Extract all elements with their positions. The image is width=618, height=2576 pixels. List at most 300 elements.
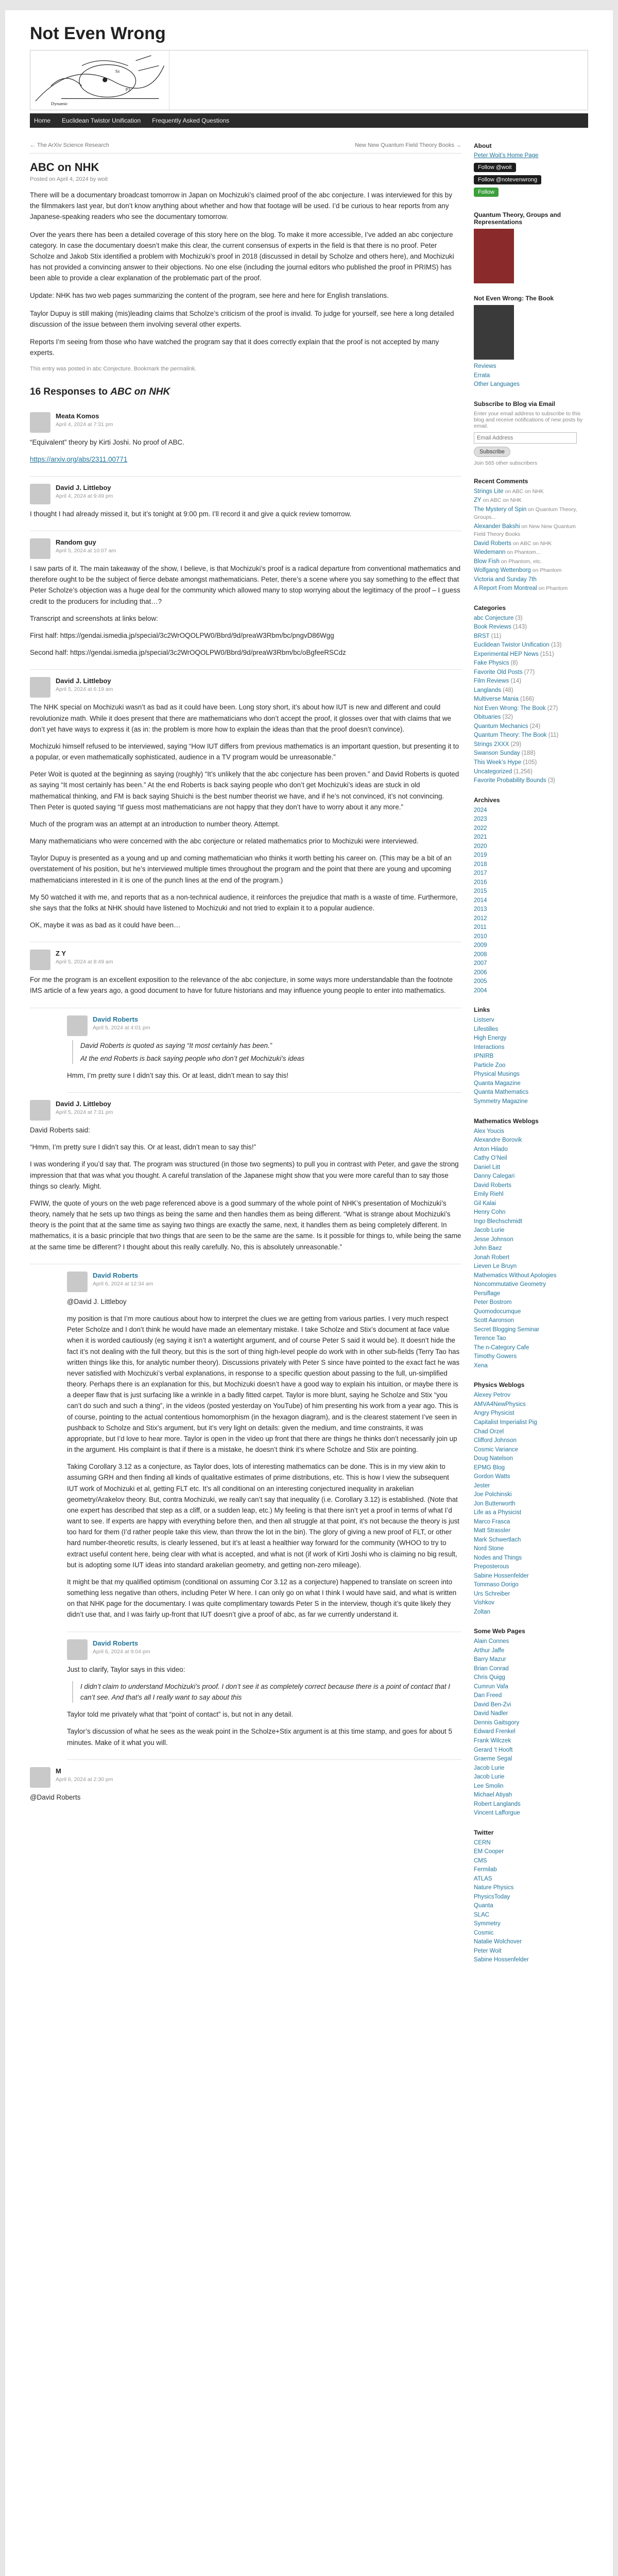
math-weblog-item: [474, 1335, 588, 1343]
link-item-link[interactable]: Symmetry Magazine: [474, 1098, 528, 1105]
math-weblog-item: [474, 1281, 588, 1289]
physics-weblogs-list: [474, 1392, 588, 1616]
web-page-item: [474, 1728, 588, 1736]
sidebar-title: Mathematics Weblogs: [474, 1117, 539, 1125]
link-item-link[interactable]: Lifestilles: [474, 1026, 499, 1032]
math-weblog-item-link[interactable]: Persiflage: [474, 1290, 501, 1297]
archive-year-link[interactable]: 2012: [474, 915, 487, 922]
post-body: [30, 190, 461, 374]
math-weblog-item-link[interactable]: David Roberts: [474, 1182, 511, 1189]
web-page-item-link[interactable]: Frank Wilczek: [474, 1738, 511, 1744]
recent-comment-author-link[interactable]: Wiedemann: [474, 549, 506, 556]
comment-date[interactable]: April 4, 2024 at 9:49 pm: [56, 493, 113, 499]
comment-date[interactable]: April 5, 2024 at 8:49 am: [56, 959, 113, 965]
physics-weblog-item: [474, 1563, 588, 1571]
physics-weblog-item-link[interactable]: Gordon Watts: [474, 1473, 510, 1480]
physics-weblog-item-link[interactable]: Preposterous: [474, 1564, 509, 1570]
web-page-item-link[interactable]: Gerard ’t Hooft: [474, 1747, 513, 1753]
web-page-item-link[interactable]: Dan Freed: [474, 1692, 502, 1699]
comment-paragraph: Many mathematicians who were concerned with the abc conjecture or related mathematics prior to Mochizuki were interviewed.: [30, 837, 419, 845]
archive-item: [474, 969, 588, 977]
comment-paragraph: Taylor Dupuy is presented as a young and up and coming mathematician who thinks it worth betting his career on. (This may be a bit of an overstatement of his position, but he’s interviewed multiple times throughout the program and the point that there are young and upcoming mathematicians interested in it is one of the punch lines at the end of the program.): [30, 854, 452, 884]
category-link[interactable]: Book Reviews: [474, 624, 511, 631]
math-weblog-item-link[interactable]: Henry Cohn: [474, 1209, 506, 1216]
math-weblog-item: [474, 1254, 588, 1262]
web-page-item-link[interactable]: Cumrun Vafa: [474, 1683, 508, 1690]
category-count: (188): [520, 750, 536, 757]
previous-post-link[interactable]: ← The ArXiv Science Research: [30, 142, 109, 148]
archive-year-link[interactable]: 2013: [474, 906, 487, 913]
physics-weblog-item-link[interactable]: Clifford Johnson: [474, 1437, 517, 1444]
category-link[interactable]: Uncategorized: [474, 768, 512, 775]
physics-weblog-item-link[interactable]: Marco Frasca: [474, 1518, 510, 1525]
category-item: [474, 696, 588, 704]
math-weblog-item-link[interactable]: Emily Riehl: [474, 1191, 504, 1198]
recent-comment-item: [474, 567, 588, 575]
recent-comment-author-link[interactable]: The Mystery of Spin: [474, 506, 527, 513]
book-cover-image[interactable]: [474, 305, 514, 360]
main-navbar: [30, 113, 588, 128]
book-title[interactable]: Quantum Theory, Groups and Representations: [474, 211, 561, 226]
recent-comment-author-link[interactable]: ZY: [474, 497, 482, 504]
recent-comment-item: [474, 558, 588, 566]
web-page-item-link[interactable]: Dennis Gaitsgory: [474, 1719, 520, 1726]
math-weblog-item-link[interactable]: Jonah Robert: [474, 1254, 510, 1261]
twitter-item-link[interactable]: EM Cooper: [474, 1849, 504, 1855]
math-weblog-item: [474, 1146, 588, 1154]
site-title[interactable]: Not Even Wrong: [30, 24, 166, 43]
web-page-item-link[interactable]: Edward Frenkel: [474, 1728, 516, 1735]
twitter-item-link[interactable]: Fermilab: [474, 1867, 497, 1873]
archive-year-link[interactable]: 2018: [474, 861, 487, 868]
links-list: [474, 1016, 588, 1106]
archive-year-link[interactable]: 2010: [474, 933, 487, 940]
category-link[interactable]: This Week’s Hype: [474, 759, 522, 766]
web-page-item: [474, 1773, 588, 1782]
math-weblog-item: [474, 1272, 588, 1280]
category-count: (3): [546, 777, 555, 784]
comment-date[interactable]: April 5, 2024 at 6:19 am: [56, 686, 113, 693]
nav-euclidean-twistor[interactable]: Euclidean Twistor Unification: [62, 117, 141, 124]
quote-line: David Roberts is quoted as saying “It most certainly has been.”: [80, 1041, 272, 1049]
svg-text:Dynamic: Dynamic: [50, 101, 68, 107]
category-link[interactable]: Favorite Probability Bounds: [474, 777, 546, 784]
category-link[interactable]: Quantum Mechanics: [474, 723, 528, 730]
post-paragraph: Reports I’m seeing from those who have watched the program say that it does correctly explain that the proof is not accepted by many experts.: [30, 337, 439, 357]
next-post-link[interactable]: New New Quantum Field Theory Books →: [354, 142, 461, 148]
follow-woit-button[interactable]: Follow @woit: [474, 163, 516, 172]
email-field[interactable]: [474, 432, 577, 444]
recent-comment-author-link[interactable]: Strings Lite: [474, 488, 504, 495]
physics-weblog-item-link[interactable]: Sabine Hossenfelder: [474, 1572, 529, 1579]
comment-link[interactable]: https://arxiv.org/abs/2311.00771: [30, 455, 128, 463]
physics-weblog-item-link[interactable]: Capitalist Imperialist Pig: [474, 1419, 537, 1426]
book-cover-image[interactable]: [474, 229, 514, 283]
twitter-item-link[interactable]: Nature Physics: [474, 1885, 514, 1891]
archive-item: [474, 906, 588, 914]
book-reviews-link[interactable]: Reviews: [474, 363, 496, 369]
avatar: [30, 538, 50, 559]
category-link[interactable]: Experimental HEP News: [474, 651, 539, 657]
archive-year-link[interactable]: 2015: [474, 888, 487, 895]
math-weblog-item: [474, 1344, 588, 1352]
math-weblog-item-link[interactable]: John Baez: [474, 1245, 502, 1252]
quote-line: I didn’t claim to understand Mochizuki’s proof. I don’t see it as completely correct because there is a point of contact that I can’t see. And that’s all I really want to say about this: [80, 1682, 451, 1701]
physics-weblog-item-link[interactable]: Mark Schwertlach: [474, 1536, 521, 1543]
physics-weblog-item: [474, 1491, 588, 1499]
follow-button[interactable]: Follow: [474, 188, 499, 197]
archive-year-link[interactable]: 2007: [474, 960, 487, 967]
sidebar-physics-weblogs: [474, 1381, 588, 1616]
link-item-link[interactable]: Physical Musings: [474, 1071, 520, 1078]
physics-weblog-item: [474, 1464, 588, 1472]
archive-year-link[interactable]: 2022: [474, 825, 487, 832]
twitter-item-link[interactable]: Natalie Wolchover: [474, 1939, 522, 1945]
math-weblog-item-link[interactable]: Xena: [474, 1362, 488, 1369]
physics-weblog-item: [474, 1527, 588, 1535]
comment-link[interactable]: Second half: https://gendai.ismedia.jp/special/3c2WrOQOLPW0/Bbrd/9d/preaW3Rbm/bc/oBgfeeRSCdz: [30, 649, 346, 657]
twitter-item-link[interactable]: Quanta: [474, 1903, 493, 1909]
math-weblog-item: [474, 1317, 588, 1325]
twitter-item: [474, 1956, 588, 1964]
link-item-link[interactable]: Particle Zoo: [474, 1062, 506, 1069]
subscriber-count: Join 565 other subscribers: [474, 460, 538, 466]
web-page-item: [474, 1656, 588, 1664]
physics-weblog-item: [474, 1446, 588, 1454]
nav-home[interactable]: Home: [34, 117, 51, 124]
category-item: [474, 651, 588, 659]
math-weblog-item: [474, 1308, 588, 1316]
archive-year-link[interactable]: 2021: [474, 834, 487, 841]
link-item: [474, 1089, 588, 1097]
comment-author[interactable]: David Roberts: [93, 1639, 139, 1647]
math-weblog-item: [474, 1155, 588, 1163]
archive-item: [474, 888, 588, 896]
math-weblog-item-link[interactable]: Anton Hilado: [474, 1146, 508, 1153]
recent-comment-author-link[interactable]: Wolfgang Wettenborg: [474, 567, 531, 574]
comment-paragraph: I thought I had already missed it, but it’s tonight at 9:00 pm. I’ll record it and give a quick review tomorrow.: [30, 510, 352, 518]
math-weblog-item-link[interactable]: Jacob Lurie: [474, 1227, 505, 1234]
twitter-item: [474, 1866, 588, 1874]
physics-weblog-item: [474, 1392, 588, 1400]
math-weblog-item: [474, 1128, 588, 1136]
twitter-item-link[interactable]: Symmetry: [474, 1921, 501, 1927]
archive-year-link[interactable]: 2011: [474, 924, 487, 931]
physics-weblog-item-link[interactable]: Cosmic Variance: [474, 1446, 519, 1453]
math-weblog-item: [474, 1326, 588, 1334]
archive-year-link[interactable]: 2004: [474, 987, 487, 994]
physics-weblog-item-link[interactable]: Urs Schreiber: [474, 1590, 510, 1597]
web-page-item: [474, 1701, 588, 1709]
archive-year-link[interactable]: 2005: [474, 978, 487, 985]
web-page-item-link[interactable]: Chris Quigg: [474, 1674, 505, 1681]
sidebar-title: Physics Weblogs: [474, 1381, 525, 1389]
comment-paragraph: I saw parts of it. The main takeaway of the show, I believe, is that Mochizuki’s proof is a radical departure from conventional mathematics and therefore ought to be the subject of fierce debate amongst mathematicians. Peter, there’s a scene where you say something to the effect that Peter Scholze’s objection was a huge deal for the community which allowed many to stop worrying about the legitimacy of the proof – I guess credit to the producers for including that…?: [30, 565, 461, 605]
twitter-item-link[interactable]: Sabine Hossenfelder: [474, 1957, 529, 1963]
avatar: [30, 1100, 50, 1121]
category-link[interactable]: Swanson Sunday: [474, 750, 520, 757]
category-link[interactable]: Langlands: [474, 687, 502, 693]
sidebar-book2: [474, 295, 588, 389]
recent-comment-author-link[interactable]: Alexander Bakshi: [474, 523, 520, 530]
link-item-link[interactable]: High Energy: [474, 1035, 507, 1042]
twitter-list: [474, 1839, 588, 1964]
sidebar-title: Archives: [474, 796, 500, 804]
twitter-item-link[interactable]: PhysicsToday: [474, 1893, 510, 1900]
math-weblog-item-link[interactable]: Mathematics Without Apologies: [474, 1272, 557, 1279]
math-weblog-item-link[interactable]: Scott Aaronson: [474, 1317, 514, 1324]
book-languages-link[interactable]: Other Languages: [474, 381, 520, 388]
post-paragraph: Over the years there has been a detailed coverage of this story here on the blog. To make it more accessible, I’ve added an abc conjecture category. In case the documentary doesn’t make this clear, the current consensus of experts in the field is that there is no proof. Peter Scholze and Jakob Stix identified a problem with Mochizuki’s proof in 2018 (discussed in detail by Scholze and others here), and Mochizuki has not provided a convincing answer to their objections. No one else (including the journal editors who published the proof in PRIMS) has been able to provide a clear explanation of the problematic part of the proof.: [30, 230, 454, 282]
physics-weblog-item-link[interactable]: Life as a Physicist: [474, 1510, 522, 1516]
comment-reply: [67, 1632, 461, 1760]
sidebar-title: Some Web Pages: [474, 1628, 525, 1635]
web-page-item-link[interactable]: David Ben-Zvi: [474, 1701, 511, 1708]
recent-comment-author-link[interactable]: Victoria and Sunday 7th: [474, 576, 537, 583]
archive-year-link[interactable]: 2006: [474, 969, 487, 976]
category-link[interactable]: Quantum Theory: The Book: [474, 732, 547, 739]
main-content: [30, 142, 461, 1976]
avatar: [67, 1272, 88, 1292]
comment-paragraph: Transcript and screenshots at links below:: [30, 614, 158, 622]
math-weblog-item-link[interactable]: Gil Kalai: [474, 1200, 496, 1207]
category-link[interactable]: Fake Physics: [474, 660, 509, 667]
avatar: [30, 412, 50, 433]
math-weblog-item-link[interactable]: Daniel Litt: [474, 1164, 501, 1171]
web-page-item: [474, 1710, 588, 1718]
recent-comment-author-link[interactable]: David Roberts: [474, 540, 511, 547]
sidebar-title: About: [474, 142, 492, 149]
math-weblog-item-link[interactable]: Secret Blogging Seminar: [474, 1326, 540, 1333]
physics-weblog-item: [474, 1455, 588, 1463]
physics-weblog-item-link[interactable]: AMVA4NewPhysics: [474, 1401, 526, 1408]
category-link[interactable]: Not Even Wrong: The Book: [474, 705, 546, 711]
category-item: [474, 705, 588, 713]
sidebar-title: Categories: [474, 604, 506, 612]
math-weblog-item: [474, 1218, 588, 1226]
link-item: [474, 1016, 588, 1025]
avatar: [67, 1639, 88, 1660]
nav-faq[interactable]: Frequently Asked Questions: [152, 117, 230, 124]
archive-year-link[interactable]: 2008: [474, 951, 487, 958]
archive-item: [474, 924, 588, 932]
web-page-item: [474, 1809, 588, 1818]
math-weblog-item-link[interactable]: Danny Calegari: [474, 1173, 515, 1180]
category-link[interactable]: Strings 2XXX: [474, 741, 509, 748]
archive-item: [474, 870, 588, 878]
math-weblog-item-link[interactable]: Noncommutative Geometry: [474, 1281, 546, 1288]
archive-year-link[interactable]: 2017: [474, 870, 487, 877]
web-page-item-link[interactable]: Brian Conrad: [474, 1665, 509, 1672]
physics-weblog-item-link[interactable]: Jon Butterworth: [474, 1500, 516, 1507]
link-item-link[interactable]: Quanta Mathematics: [474, 1089, 529, 1096]
twitter-item: [474, 1902, 588, 1910]
math-weblog-item-link[interactable]: Timothy Gowers: [474, 1353, 517, 1360]
twitter-item-link[interactable]: Cosmic: [474, 1929, 494, 1936]
archive-year-link[interactable]: 2014: [474, 897, 487, 904]
web-page-item-link[interactable]: Graeme Segal: [474, 1756, 512, 1762]
book-title[interactable]: Not Even Wrong: The Book: [474, 295, 554, 302]
physics-weblog-item-link[interactable]: Jester: [474, 1482, 490, 1489]
twitter-item-link[interactable]: Peter Woit: [474, 1947, 502, 1954]
archive-item: [474, 807, 588, 815]
comment-author[interactable]: David Roberts: [93, 1271, 139, 1279]
physics-weblog-item-link[interactable]: Doug Natelson: [474, 1455, 513, 1462]
physics-weblog-item-link[interactable]: Angry Physicist: [474, 1410, 514, 1417]
comment-date[interactable]: April 6, 2024 at 2:30 pm: [56, 1776, 113, 1783]
recent-comment-post: on New New Quantum Field Theory Books: [474, 523, 576, 538]
category-count: (151): [538, 651, 554, 657]
category-item: [474, 741, 588, 749]
recent-comment-post: on Phantom: [537, 585, 568, 592]
math-weblog-item-link[interactable]: Terence Tao: [474, 1335, 506, 1342]
category-link[interactable]: Obituaries: [474, 714, 501, 721]
archive-item: [474, 843, 588, 851]
category-link[interactable]: Film Reviews: [474, 678, 509, 685]
category-count: (29): [509, 741, 522, 748]
physics-weblog-item-link[interactable]: EPMG Blog: [474, 1464, 505, 1471]
physics-weblog-item-link[interactable]: Vishkov: [474, 1600, 495, 1606]
twitter-item-link[interactable]: CMS: [474, 1857, 487, 1864]
category-count: (27): [545, 705, 558, 711]
comment: [30, 405, 461, 477]
web-page-item: [474, 1692, 588, 1700]
physics-weblog-item-link[interactable]: Chad Orzel: [474, 1428, 504, 1435]
web-page-item-link[interactable]: Jacob Lurie: [474, 1774, 505, 1781]
physics-weblog-item: [474, 1554, 588, 1563]
recent-comment-author-link[interactable]: A Report From Montreal: [474, 585, 537, 592]
math-weblog-item-link[interactable]: Quomodocumque: [474, 1308, 521, 1315]
physics-weblog-item-link[interactable]: Alexey Petrov: [474, 1392, 510, 1399]
recent-comment-author-link[interactable]: Blow Fish: [474, 558, 500, 565]
archive-item: [474, 942, 588, 950]
link-item-link[interactable]: Interactions: [474, 1044, 505, 1050]
comment-date[interactable]: April 5, 2024 at 7:31 pm: [56, 1109, 113, 1116]
math-weblog-item: [474, 1227, 588, 1235]
sidebar-archives: [474, 796, 588, 995]
category-item: [474, 615, 588, 623]
comment-date[interactable]: April 4, 2024 at 7:31 pm: [56, 421, 113, 428]
category-link[interactable]: BRST: [474, 633, 490, 639]
archive-year-link[interactable]: 2023: [474, 816, 487, 823]
book-errata-link[interactable]: Errata: [474, 372, 490, 379]
post-paragraph: Update: NHK has two web pages summarizing the content of the program, see here and here for English translations.: [30, 292, 389, 300]
comment-date[interactable]: April 6, 2024 at 9:04 pm: [93, 1648, 150, 1655]
web-page-item-link[interactable]: Alain Connes: [474, 1638, 509, 1645]
twitter-item: [474, 1857, 588, 1866]
math-weblog-item-link[interactable]: Ingo Blechschmidt: [474, 1218, 522, 1225]
category-item: [474, 777, 588, 785]
category-link[interactable]: Euclidean Twistor Unification: [474, 642, 550, 649]
web-page-item-link[interactable]: David Nadler: [474, 1710, 508, 1717]
web-page-item-link[interactable]: Robert Langlands: [474, 1801, 521, 1807]
category-count: (8): [509, 660, 518, 667]
archive-year-link[interactable]: 2024: [474, 807, 487, 814]
home-page-link[interactable]: Peter Woit’s Home Page: [474, 152, 539, 159]
physics-weblog-item: [474, 1608, 588, 1617]
comment-author: David J. Littleboy: [56, 677, 111, 685]
twitter-item-link[interactable]: CERN: [474, 1839, 491, 1846]
category-link[interactable]: Favorite Old Posts: [474, 669, 523, 675]
math-weblog-item-link[interactable]: Cathy O’Neil: [474, 1155, 507, 1162]
web-page-item-link[interactable]: Jacob Lurie: [474, 1765, 505, 1771]
link-item: [474, 1026, 588, 1034]
math-weblog-item-link[interactable]: Alexandre Borovik: [474, 1137, 522, 1144]
physics-weblog-item-link[interactable]: Joe Polchinski: [474, 1492, 512, 1498]
physics-weblog-item-link[interactable]: Nord Stone: [474, 1546, 504, 1552]
web-page-item: [474, 1783, 588, 1791]
category-count: (24): [528, 723, 541, 730]
physics-weblog-item-link[interactable]: Zoltan: [474, 1608, 490, 1615]
physics-weblog-item: [474, 1545, 588, 1553]
web-page-item: [474, 1719, 588, 1727]
follow-notevenwrong-button[interactable]: Follow @notevenwrong: [474, 175, 541, 184]
physics-weblog-item-link[interactable]: Tommaso Dorigo: [474, 1582, 519, 1588]
category-count: (105): [521, 759, 537, 766]
archive-item: [474, 915, 588, 923]
math-weblog-item-link[interactable]: The n-Category Cafe: [474, 1344, 529, 1351]
web-page-item-link[interactable]: Lee Smolin: [474, 1783, 504, 1789]
comment-link[interactable]: First half: https://gendai.ismedia.jp/special/3c2WrOQOLPW0/Bbrd/9d/preaW3Rbm/bc/pngvD86Wgg: [30, 631, 334, 639]
archive-year-link[interactable]: 2009: [474, 942, 487, 949]
web-page-item-link[interactable]: Vincent Lafforgue: [474, 1810, 520, 1817]
physics-weblog-item: [474, 1437, 588, 1445]
web-page-item: [474, 1638, 588, 1646]
comment-date[interactable]: April 5, 2024 at 10:07 am: [56, 548, 116, 554]
comment-date[interactable]: April 6, 2024 at 12:34 am: [93, 1280, 153, 1287]
avatar: [30, 677, 50, 698]
category-item: [474, 641, 588, 650]
link-item-link[interactable]: Quanta Magazine: [474, 1080, 521, 1087]
web-page-item-link[interactable]: Barry Mazur: [474, 1656, 506, 1663]
category-link[interactable]: Multiverse Mania: [474, 696, 519, 703]
archive-year-link[interactable]: 2020: [474, 843, 487, 850]
web-page-item-link[interactable]: Arthur Jaffe: [474, 1647, 505, 1654]
math-weblog-item-link[interactable]: Jesse Johnson: [474, 1236, 513, 1243]
twitter-item-link[interactable]: SLAC: [474, 1911, 490, 1918]
comment-date[interactable]: April 5, 2024 at 4:01 pm: [93, 1024, 150, 1031]
physics-weblog-item-link[interactable]: Matt Strassler: [474, 1528, 510, 1534]
comment-author[interactable]: David Roberts: [93, 1015, 139, 1023]
physics-weblog-item-link[interactable]: Nodes and Things: [474, 1554, 522, 1561]
category-count: (77): [522, 669, 535, 675]
twitter-item: [474, 1911, 588, 1920]
math-weblog-item-link[interactable]: Peter Bostrom: [474, 1299, 512, 1306]
archive-year-link[interactable]: 2019: [474, 852, 487, 859]
link-item-link[interactable]: IPNIRB: [474, 1053, 494, 1060]
comment-paragraph: The NHK special on Mochizuki wasn’t as bad as it could have been. Long story short, it’s about how IUT is new and different and could revolutionize math. While it does present that there are mathematicians who don’t accept the proof, it glosses over that with claims that we don’t yet have ways to express it (as in: the problem is more how to explain the ideas than that the proof doesn’t convince).: [30, 703, 451, 733]
subscribe-button[interactable]: Subscribe: [474, 447, 510, 457]
comment-paragraph: Taking Corollary 3.12 as a conjecture, as Taylor does, lots of interesting mathematics can be done. This is in my view akin to assuming GRH and then finding all kinds of qualitative estimates of prime distributions, etc. This is how I view the subsequent IUT work of Mochizuki et al, getting FLT etc. It’s all conditional on an interesting conjectured inequality in arakelian geometry/Arakelov theory. But, contra Mochizuki, we really can’t say that inequality (i.e. Corollary 3.12) is established. (Note that one expert has described that step as a cliff, or a sudden leap, etc.) My feeling is that there isn’t yet a proof in terms of what I’d want to see. If experts are happy with everything before then, and then all struggle at that point, it’s not because the theory is just too hard for them (I’d rather people take this view, than throw the lot in the bin). The glory of giving a new proof of FLT, or other hard number-theoretic results, is clearly lessened, but it’s at least a healthier way forward for the community (WHOO to try to extract useful content here, being clear with what is accepted, and what is not (if work of Kirti Joshi who is claiming no big result, but is adopting some IUT ideas into standard arakelian geometry, and getting non-zero mileage).: [67, 1463, 459, 1569]
category-link[interactable]: abc Conjecture: [474, 615, 514, 621]
math-weblog-item-link[interactable]: Lieven Le Bruyn: [474, 1263, 517, 1270]
page: [5, 10, 613, 2576]
comment-paragraph: my position is that I’m more cautious about how to interpret the clues we are getting from various parties. I very much respect Peter Scholze and I don’t think he would have made an elementary mistake. I take Scholze and Stix’s document at face value when it is worded cautiously (eg saying it isn’t a watertight argument, and of course Peter S said it would be). It doesn’t hide the fact it’s not dealing with the full theory, but this is the sort of thing high-level people do work with in other sub-fields (Terry Tao has written things like this, for analytic number theory). Discussions privately with Peter S since have pointed to the exact fact he was never satisfied with Mochizuki’s verbal explanations, in response to a specific question about passing to the full, un-simplified theory. Perhaps there is an explanation for this, but Mochizuki doesn’t have a good way to explain his intuition, or maybe there is a deeper flaw that is just surfacing like a wrinkle in a badly fitted carpet. Taylor is more blunt, saying he Scholze and Stix “you can’t do such and such a thing”, in the videos (posted yesterday on YouTube) of him presenting his work from a year ago. This is of course, pointing to the actual contentious homomorphism (in the hexagon diagram), and is the clearest statement I’ve seen in pushback to Scholze and Stix’s argument, but it’s very light on details: given the medium, and time constraints, it was appropriate, but I’d love to hear more. Taylor is open in the video up front that there are things he thinks don’t necessarily join up in the argument. His complaint is that if there is a mistake, he doesn’t think it’s where Scholze and Stix are pointing.: [67, 1315, 460, 1454]
math-weblog-item-link[interactable]: Alex Youcis: [474, 1128, 504, 1134]
comment-paragraph: “Equivalent” theory by Kirti Joshi. No proof of ABC.: [30, 438, 184, 446]
archive-year-link[interactable]: 2016: [474, 879, 487, 886]
math-weblogs-list: [474, 1128, 588, 1370]
recent-comment-item: [474, 576, 588, 584]
archive-item: [474, 978, 588, 986]
twitter-item-link[interactable]: ATLAS: [474, 1875, 492, 1882]
math-weblog-item: [474, 1164, 588, 1172]
link-item: [474, 1098, 588, 1106]
link-item-link[interactable]: Listserv: [474, 1017, 494, 1024]
responses-heading-title: ABC on NHK: [110, 386, 170, 397]
web-page-item-link[interactable]: Michael Atiyah: [474, 1792, 512, 1799]
comment-author: Z Y: [56, 950, 66, 958]
